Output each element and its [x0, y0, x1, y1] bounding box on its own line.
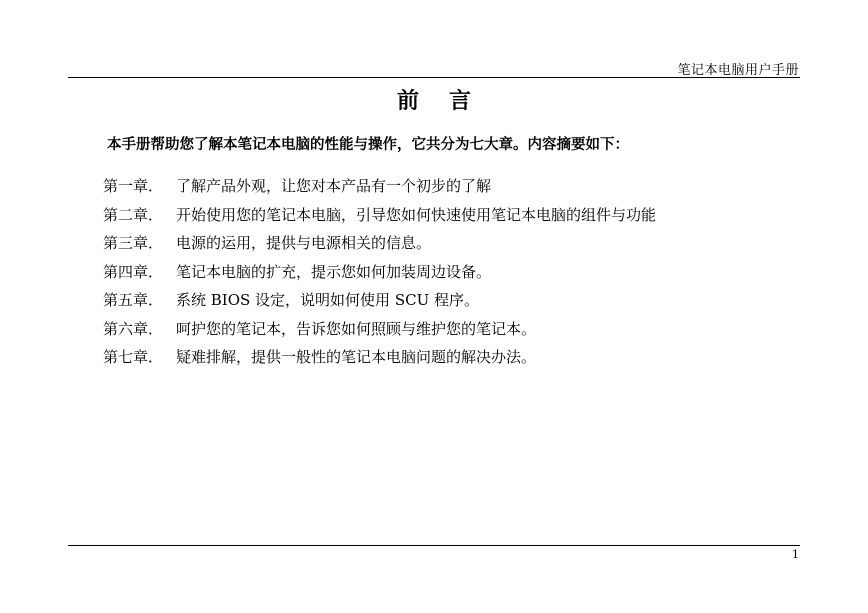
chapter-item-2 — [103, 204, 656, 233]
chapter-description: 呵护您的笔记本，告诉您如何照顾与维护您的笔记本。 — [176, 319, 537, 338]
chapter-list — [103, 175, 656, 375]
chapter-item-3 — [103, 232, 656, 261]
chapter-number: 第一章． — [103, 177, 164, 195]
chapter-description: 系统 BIOS 设定，说明如何使用 SCU 程序。 — [176, 291, 479, 309]
chapter-description: 电源的运用，提供与电源相关的信息。 — [176, 234, 432, 252]
chapter-number: 第六章． — [103, 319, 164, 338]
footer-rule — [68, 545, 800, 546]
page-title: 前言 — [396, 89, 501, 114]
header-rule — [68, 77, 800, 78]
chapter-number: 第七章． — [103, 348, 164, 366]
chapter-description: 了解产品外观，让您对本产品有一个初步的了解 — [176, 177, 492, 195]
chapter-description: 笔记本电脑的扩充，提示您如何加装周边设备。 — [176, 262, 492, 281]
page-number: 1 — [792, 548, 799, 561]
chapter-number: 第四章． — [103, 262, 164, 281]
chapter-description: 开始使用您的笔记本电脑，引导您如何快速使用笔记本电脑的组件与功能 — [176, 205, 657, 224]
chapter-item-7 — [103, 346, 656, 375]
chapter-item-4 — [103, 261, 656, 290]
chapter-description: 疑难排解，提供一般性的笔记本电脑问题的解决办法。 — [176, 348, 537, 366]
chapter-number: 第三章． — [103, 234, 164, 252]
running-header: 笔记本电脑用户手册 — [677, 63, 799, 78]
chapter-item-5 — [103, 289, 656, 318]
chapter-number: 第五章． — [103, 291, 164, 309]
chapter-item-6 — [103, 318, 656, 347]
chapter-number: 第二章． — [103, 205, 164, 224]
chapter-item-1 — [103, 175, 656, 204]
intro-paragraph: 本手册帮助您了解本笔记本电脑的性能与操作，它共分为七大章。内容摘要如下： — [107, 137, 629, 153]
